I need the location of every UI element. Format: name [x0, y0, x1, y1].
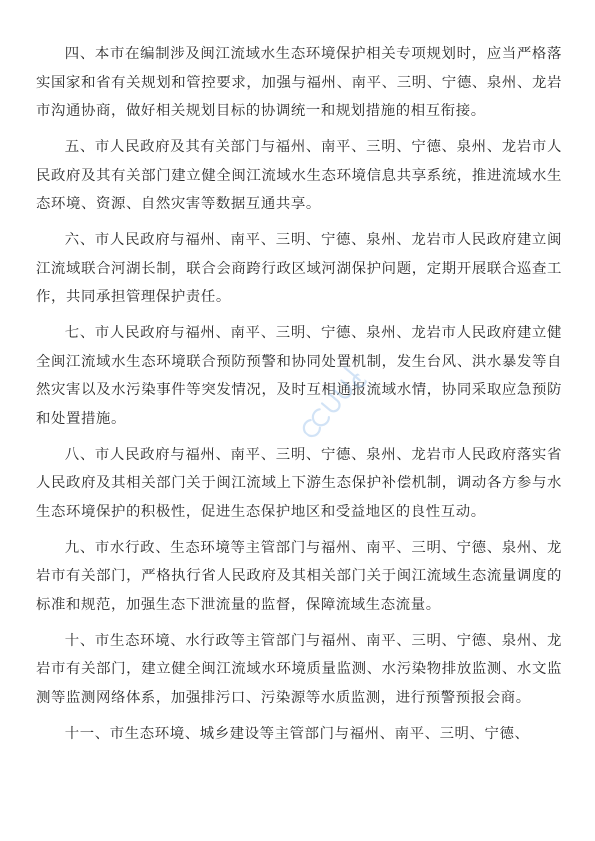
paragraph-10: 十、市生态环境、水行政等主管部门与福州、南平、三明、宁德、泉州、龙岩市有关部门，建立健全闽江流域水环境质量监测、水污染物排放监测、水文监测等监测网络体系，加强排污口、污染源等水质监测，进行预警预报会商。 [36, 632, 562, 706]
paragraph-8: 八、市人民政府与福州、南平、三明、宁德、泉州、龙岩市人民政府落实省人民政府及其相关部门关于闽江流域上下游生态保护补偿机制，调动各方参与水生态环境保护的积极性，促进生态保护地区和受益地区的良性互动。 [36, 446, 562, 520]
paragraph-11: 十一、市生态环境、城乡建设等主管部门与福州、南平、三明、宁德、 [64, 725, 530, 742]
paragraph-5: 五、市人民政府及其有关部门与福州、南平、三明、宁德、泉州、龙岩市人民政府及其有关部门建立健全闽江流域水生态环境信息共享系统，推进流域水生态环境、资源、自然灾害等数据互通共享。 [36, 139, 562, 212]
paragraph-9: 九、市水行政、生态环境等主管部门与福州、南平、三明、宁德、泉州、龙岩市有关部门，严格执行省人民政府及其相关部门关于闽江流域生态流量调度的标准和规范，加强生态下泄流量的监督，保障流域生态流量。 [36, 539, 562, 613]
document-body [36, 40, 562, 756]
paragraph-6: 六、市人民政府与福州、南平、三明、宁德、泉州、龙岩市人民政府建立闽江流域联合河湖长制，联合会商跨行政区域河湖保护问题，定期开展联合巡查工作，共同承担管理保护责任。 [36, 232, 562, 305]
paragraph-4: 四、本市在编制涉及闽江流域水生态环境保护相关专项规划时，应当严格落实国家和省有关规划和管控要求，加强与福州、南平、三明、宁德、泉州、龙岩市沟通协商，做好相关规划目标的协调统一和规划措施的相互衔接。 [36, 46, 562, 119]
paragraph-7: 七、市人民政府与福州、南平、三明、宁德、泉州、龙岩市人民政府建立健全闽江流域水生态环境联合预防预警和协同处置机制，发生台风、洪水暴发等自然灾害以及水污染事件等突发情况，及时互相通报流域水情，协同采取应急预防和处置措施。 [36, 325, 562, 427]
